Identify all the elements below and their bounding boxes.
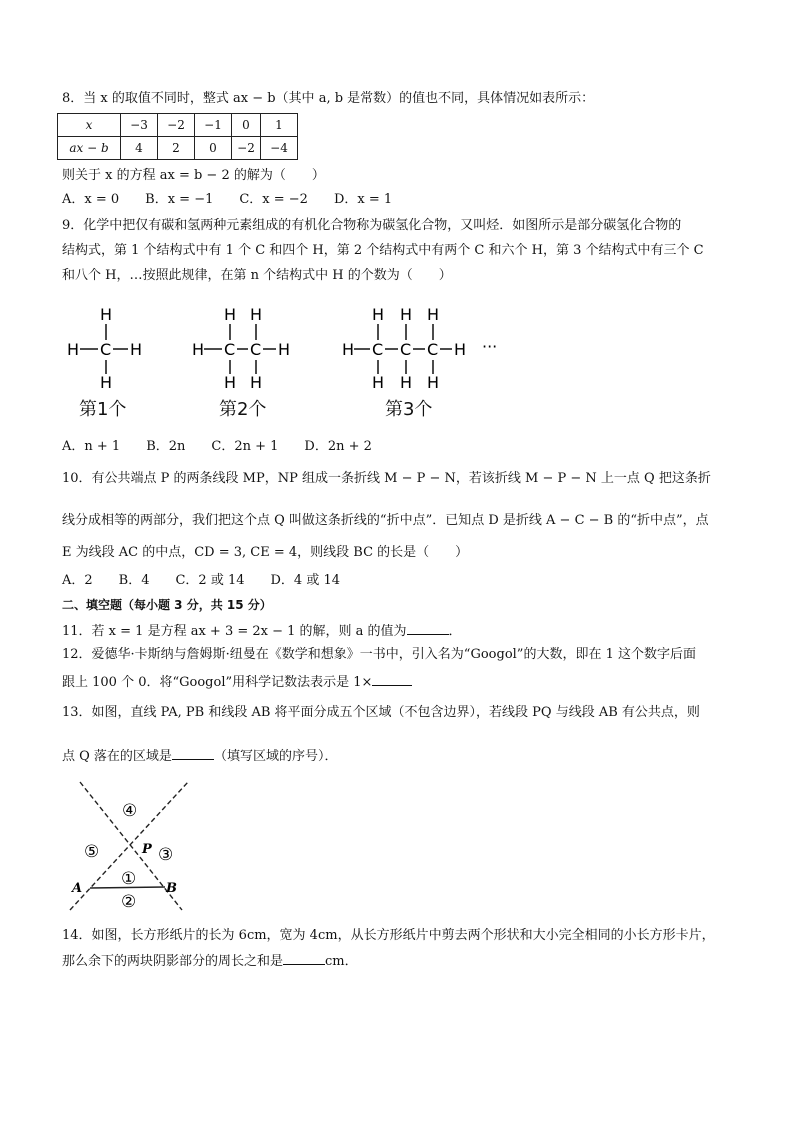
atom-h: H <box>400 305 413 324</box>
answer-blank[interactable] <box>372 673 412 686</box>
table-cell: 1 <box>261 114 298 137</box>
atom-h: H <box>224 373 237 392</box>
atom-c: C <box>372 340 384 359</box>
q8-stem: 8．当 x 的取值不同时，整式 ax − b（其中 a, b 是常数）的值也不同，具体情况如表所示： <box>62 91 595 106</box>
q9-line3: 和八个 H，…按照此规律，在第 n 个结构式中 H 的个数为（ ） <box>62 268 452 283</box>
table-cell: 2 <box>158 137 195 160</box>
q10-options: A．2 B．4 C．2 或 14 D．4 或 14 <box>62 573 341 588</box>
answer-blank[interactable] <box>172 747 214 760</box>
q13-text: 点 Q 落在的区域是 <box>62 749 172 764</box>
q13-text-end: （填写区域的序号）． <box>213 749 338 764</box>
atom-h: H <box>192 340 205 359</box>
region-4: ④ <box>122 801 138 821</box>
atom-h: H <box>250 305 263 324</box>
table-cell: −4 <box>261 137 298 160</box>
q12-line1: 12．爱德华·卡斯纳与詹姆斯·纽曼在《数学和想象》一书中，引入名为“Googol”的大数，即在 1 这个数字后面 <box>62 647 696 662</box>
ethane-structure <box>188 302 298 392</box>
table-cell: −2 <box>232 137 261 160</box>
answer-blank[interactable] <box>283 952 325 965</box>
atom-h: H <box>250 373 263 392</box>
q9-options: A．n + 1 B．2n C．2n + 1 D．2n + 2 <box>62 439 372 454</box>
atom-c: C <box>224 340 236 359</box>
q10-line2: 线分成相等的两部分，我们把这个点 Q 叫做这条折线的“折中点”．已知点 D 是折线 A − C − B 的“折中点”，点 <box>62 513 709 528</box>
table-cell: −1 <box>195 114 232 137</box>
q10-line1: 10．有公共端点 P 的两条线段 MP，NP 组成一条折线 M − P − N，若该折线 M − P − N 上一点 Q 把这条折 <box>62 471 711 486</box>
q11 <box>62 622 462 640</box>
section-heading: 二、填空题（每小题 3 分，共 15 分） <box>62 598 272 612</box>
caption-2: 第2个 <box>219 399 267 420</box>
caption-3: 第3个 <box>385 399 433 420</box>
atom-h: H <box>400 373 413 392</box>
methane-structure <box>62 302 152 392</box>
region-2: ② <box>121 892 137 912</box>
q9-line2: 结构式，第 1 个结构式中有 1 个 C 和四个 H，第 2 个结构式中有两个 C 和六个 H，第 3 个结构式中有三个 C <box>62 243 704 258</box>
table-cell: 0 <box>232 114 261 137</box>
table-row <box>58 114 298 137</box>
propane-structure <box>340 302 510 392</box>
region-1: ① <box>121 869 137 889</box>
atom-h: H <box>130 340 143 359</box>
region-5: ⑤ <box>84 842 100 862</box>
atom-h: H <box>100 305 113 324</box>
atom-h: H <box>427 305 440 324</box>
atom-h: H <box>454 340 467 359</box>
table-cell: 0 <box>195 137 232 160</box>
atom-c: C <box>427 340 439 359</box>
atom-h: H <box>224 305 237 324</box>
point-p-label: P <box>142 842 152 857</box>
atom-h: H <box>342 340 355 359</box>
q8-question: 则关于 x 的方程 ax = b − 2 的解为（ ） <box>62 168 325 183</box>
table-header-ax-b: ax − b <box>58 137 121 160</box>
q12-text: 跟上 100 个 0．将“Googol”用科学记数法表示是 1× <box>62 675 373 690</box>
table-row <box>58 137 298 160</box>
point-a-label: A <box>72 881 83 896</box>
atom-h: H <box>100 373 113 392</box>
table-header-x: x <box>58 114 121 137</box>
q10-line3: E 为线段 AC 的中点，CD = 3, CE = 4，则线段 BC 的长是（ ） <box>62 545 469 560</box>
atom-c: C <box>400 340 412 359</box>
caption-1: 第1个 <box>79 399 127 420</box>
answer-blank[interactable] <box>407 622 449 635</box>
q13-line1: 13．如图，直线 PA, PB 和线段 AB 将平面分成五个区域（不包含边界），若线段 PQ 与线段 AB 有公共点，则 <box>62 705 700 720</box>
table-cell: −3 <box>121 114 158 137</box>
atom-h: H <box>427 373 440 392</box>
q9-line1: 9．化学中把仅有碳和氢两种元素组成的有机化合物称为碳氢化合物，又叫烃．如图所示是部分碳氢化合物的 <box>62 218 682 233</box>
point-b-label: B <box>166 881 177 896</box>
table-cell: 4 <box>121 137 158 160</box>
ellipsis: ··· <box>482 337 498 356</box>
table-cell: −2 <box>158 114 195 137</box>
region-diagram <box>62 778 197 918</box>
q8-value-table <box>57 113 298 160</box>
q11-end: ． <box>448 624 462 639</box>
q12-line2 <box>62 673 412 691</box>
atom-h: H <box>372 373 385 392</box>
q14-text: 那么余下的两块阴影部分的周长之和是 <box>62 954 284 969</box>
q11-text: 11．若 x = 1 是方程 ax + 3 = 2x − 1 的解，则 a 的值为 <box>62 624 407 639</box>
atom-h: H <box>278 340 291 359</box>
atom-h: H <box>67 340 80 359</box>
region-3: ③ <box>158 845 174 865</box>
q14-line2 <box>62 952 358 970</box>
q13-line2 <box>62 747 337 765</box>
atom-h: H <box>372 305 385 324</box>
atom-c: C <box>100 340 112 359</box>
q14-unit: cm． <box>325 954 358 969</box>
atom-c: C <box>250 340 262 359</box>
q14-line1: 14．如图，长方形纸片的长为 6cm，宽为 4cm，从长方形纸片中剪去两个形状和大小完全相同的小长方形卡片， <box>62 928 715 943</box>
q8-options: A．x = 0 B．x = −1 C．x = −2 D．x = 1 <box>62 192 393 207</box>
